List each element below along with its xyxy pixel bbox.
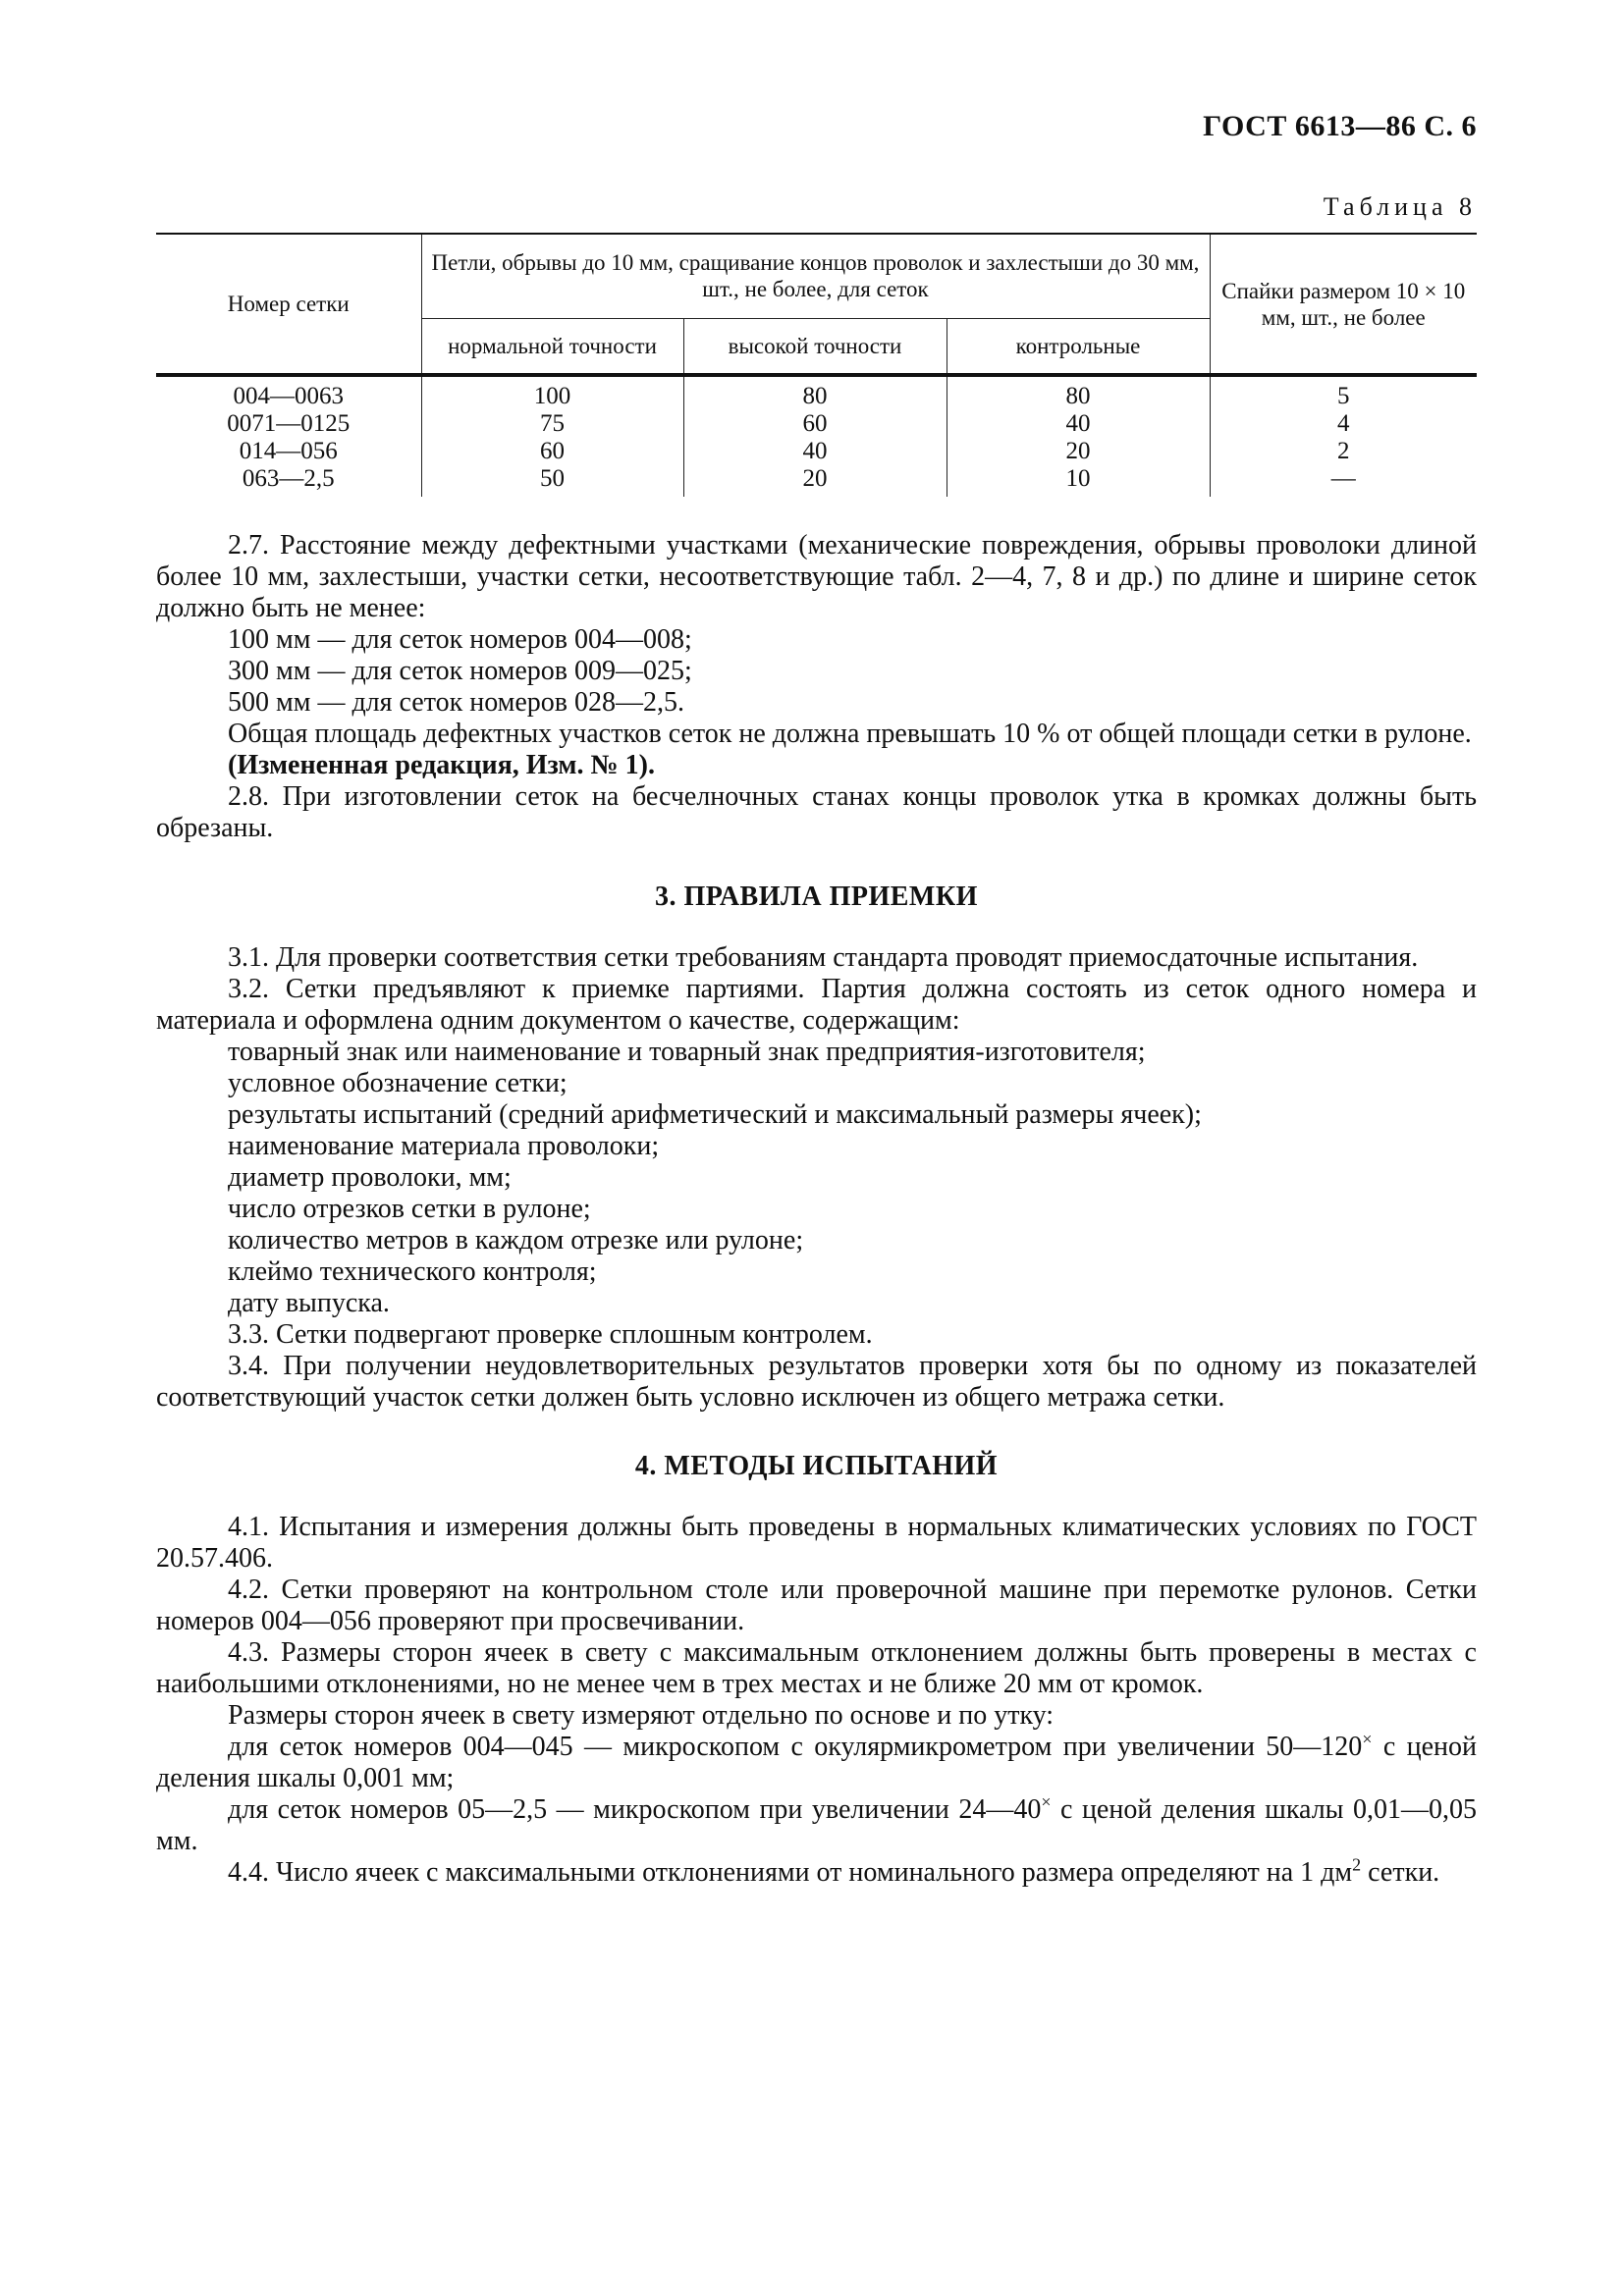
cell-mesh-number: 0071—0125 xyxy=(156,410,421,438)
cell-normal: 100 xyxy=(421,375,683,410)
cell-mesh-number: 063—2,5 xyxy=(156,465,421,497)
cell-solder: — xyxy=(1210,465,1477,497)
paragraph-4-3-d-text: для сеток номеров 05—2,5 — микроскопом при увеличении 24—40 xyxy=(228,1794,1042,1825)
cell-solder: 2 xyxy=(1210,438,1477,465)
paragraph-4-3-c xyxy=(156,1729,1477,1794)
header-control: контрольные xyxy=(947,318,1210,375)
list-item: количество метров в каждом отрезке или рулоне; xyxy=(228,1225,804,1255)
paragraph-4-4-tail: сетки. xyxy=(1361,1857,1440,1888)
paragraph-4-4 xyxy=(156,1854,1477,1889)
list-item: клеймо технического контроля; xyxy=(228,1256,597,1287)
table-caption: Таблица 8 xyxy=(1323,192,1477,221)
running-title: ГОСТ 6613—86 С. 6 xyxy=(1203,110,1477,142)
paragraph-4-3-b: Размеры сторон ячеек в свету измеряют отдельно по основе и по утку: xyxy=(228,1700,1055,1731)
cell-high: 40 xyxy=(683,438,947,465)
magnification-sign: × xyxy=(1041,1791,1052,1812)
table-row xyxy=(156,375,1477,410)
paragraph-2-7-c: 500 мм — для сеток номеров 028—2,5. xyxy=(228,687,685,718)
section-heading-3: 3. ПРАВИЛА ПРИЕМКИ xyxy=(655,881,978,912)
cell-high: 80 xyxy=(683,375,947,410)
paragraph-2-7-b: 300 мм — для сеток номеров 009—025; xyxy=(228,656,692,686)
cell-normal: 60 xyxy=(421,438,683,465)
cell-solder: 5 xyxy=(1210,375,1477,410)
paragraph-3-1: 3.1. Для проверки соответствия сетки требованиям стандарта проводят приемосдаточные испытания. xyxy=(228,942,1419,973)
paragraph-4-3-d-tail: с ценой деления шкалы 0,01—0,05 мм. xyxy=(156,1794,1477,1856)
cell-normal: 50 xyxy=(421,465,683,497)
table-row xyxy=(156,438,1477,465)
paragraph-4-3: 4.3. Размеры сторон ячеек в свету с максимальным отклонением должны быть проверены в местах с наибольшими отклонениями, но не менее чем в трех местах и не ближе 20 мм от кромок. xyxy=(156,1637,1477,1699)
cell-control: 80 xyxy=(947,375,1210,410)
list-item: диаметр проволоки, мм; xyxy=(228,1162,512,1193)
magnification-sign: × xyxy=(1362,1729,1373,1749)
paragraph-3-2: 3.2. Сетки предъявляют к приемке партиями. Партия должна состоять из сеток одного номера и материала и оформлена одним документом о качестве, содержащим: xyxy=(156,974,1477,1036)
list-item: число отрезков сетки в рулоне; xyxy=(228,1194,591,1224)
paragraph-2-8: 2.8. При изготовлении сеток на бесчелночных станах концы проволок утка в кромках должны быть обрезаны. xyxy=(156,781,1477,843)
cell-solder: 4 xyxy=(1210,410,1477,438)
header-normal-accuracy: нормальной точности xyxy=(421,318,683,375)
amendment-note: (Измененная редакция, Изм. № 1). xyxy=(228,750,655,780)
paragraph-3-3: 3.3. Сетки подвергают проверке сплошным контролем. xyxy=(228,1319,873,1350)
cell-control: 40 xyxy=(947,410,1210,438)
cell-high: 60 xyxy=(683,410,947,438)
table-row xyxy=(156,465,1477,497)
cell-normal: 75 xyxy=(421,410,683,438)
paragraph-4-3-d xyxy=(156,1791,1477,1857)
cell-mesh-number: 014—056 xyxy=(156,438,421,465)
list-item: результаты испытаний (средний арифметический и максимальный размеры ячеек); xyxy=(228,1099,1202,1130)
list-item: условное обозначение сетки; xyxy=(228,1068,568,1098)
header-mesh-number: Номер сетки xyxy=(156,234,421,375)
paragraph-4-3-c-text: для сеток номеров 004—045 — микроскопом с окулярмикрометром при увеличении 50—120 xyxy=(228,1732,1363,1762)
paragraph-4-3-c-tail: с ценой деления шкалы 0,001 мм; xyxy=(156,1732,1477,1793)
body-text xyxy=(156,530,1477,1889)
header-solder-joints: Спайки размером 10 × 10 мм, шт., не более xyxy=(1210,234,1477,375)
list-item: дату выпуска. xyxy=(228,1288,390,1318)
paragraph-4-4-text: 4.4. Число ячеек с максимальными отклонениями от номинального размера определяют на 1 дм xyxy=(228,1857,1353,1888)
cell-mesh-number: 004—0063 xyxy=(156,375,421,410)
paragraph-2-7-a: 100 мм — для сеток номеров 004—008; xyxy=(228,624,692,655)
paragraph-2-7: 2.7. Расстояние между дефектными участками (механические повреждения, обрывы проволоки длиной более 10 мм, захлестыши, участки сетки, несоответствующие табл. 2—4, 7, 8 и др.) по длине и ширине сеток должно быть не менее: xyxy=(156,530,1477,623)
superscript-2: 2 xyxy=(1352,1854,1362,1875)
paragraph-4-2: 4.2. Сетки проверяют на контрольном столе или проверочной машине при перемотке рулонов. Сетки номеров 004—056 проверяют при просвечивании. xyxy=(156,1575,1477,1636)
paragraph-2-7-d: Общая площадь дефектных участков сеток не должна превышать 10 % от общей площади сетки в рулоне. xyxy=(228,719,1472,749)
table-row xyxy=(156,410,1477,438)
list-item: товарный знак или наименование и товарный знак предприятия-изготовителя; xyxy=(228,1037,1146,1067)
list-item: наименование материала проволоки; xyxy=(228,1131,660,1161)
paragraph-3-4: 3.4. При получении неудовлетворительных результатов проверки хотя бы по одному из показателей соответствующий участок сетки должен быть условно исключен из общего метража сетки. xyxy=(156,1351,1477,1413)
cell-high: 20 xyxy=(683,465,947,497)
header-defects-group: Петли, обрывы до 10 мм, сращивание концов проволок и захлестыши до 30 мм, шт., не более, для сеток xyxy=(421,234,1210,318)
paragraph-4-1: 4.1. Испытания и измерения должны быть проведены в нормальных климатических условиях по ГОСТ 20.57.406. xyxy=(156,1512,1477,1574)
header-high-accuracy: высокой точности xyxy=(683,318,947,375)
section-heading-4: 4. МЕТОДЫ ИСПЫТАНИЙ xyxy=(634,1451,999,1481)
cell-control: 20 xyxy=(947,438,1210,465)
table-8 xyxy=(156,233,1477,497)
cell-control: 10 xyxy=(947,465,1210,497)
